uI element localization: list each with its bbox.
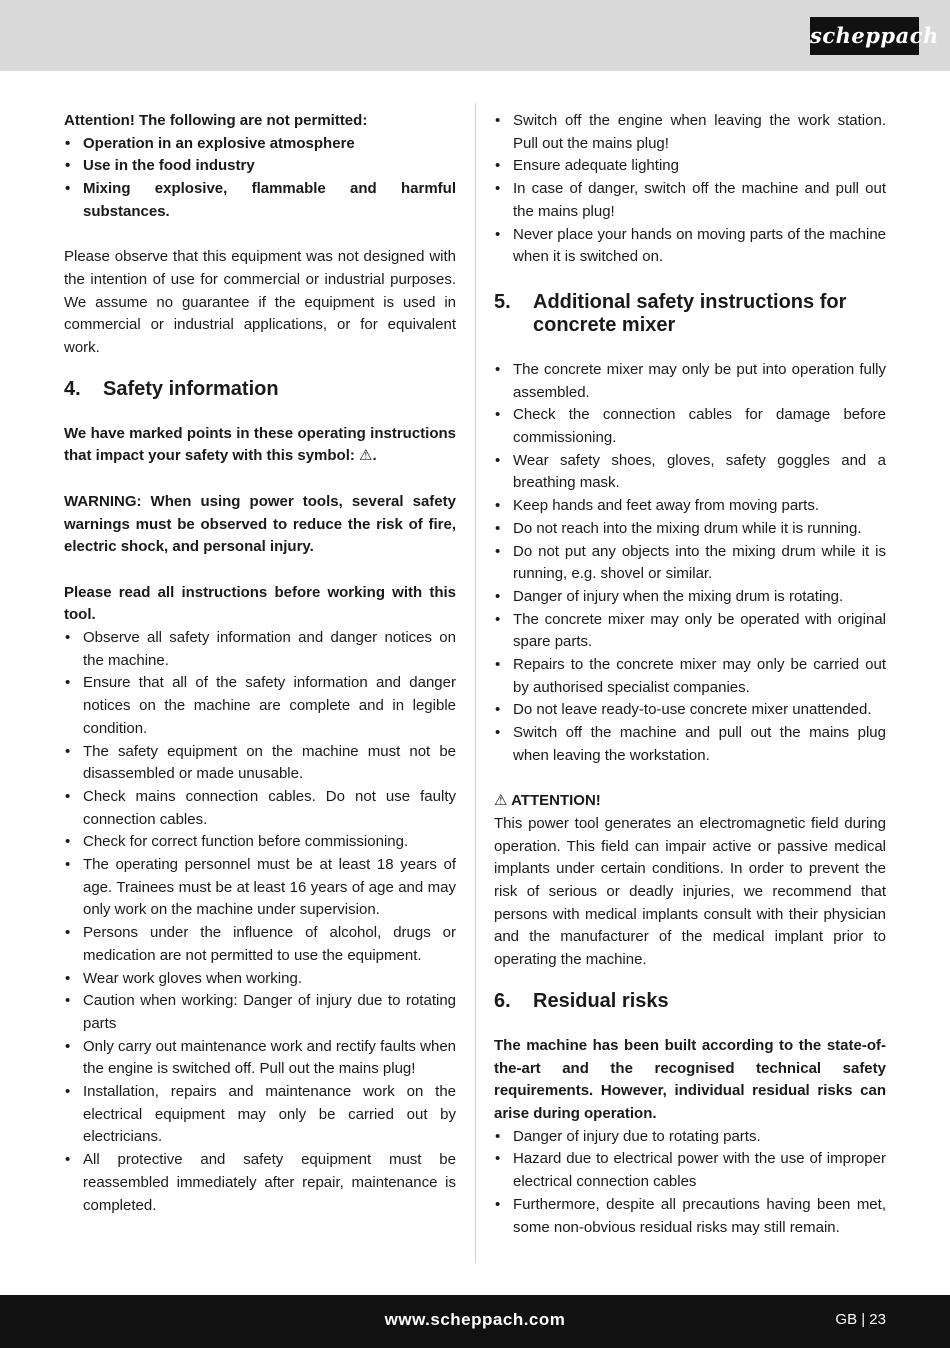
operation-list [494, 110, 886, 269]
emf-warning-text: This power tool generates an electromagnetic field during operation. This field can impair active or passive medical implants under certain conditions. In order to prevent the risk of serious or deadly injuries, we recommend that persons with medical implants consult with their physician and the manufacturer of the medical implant prior to operating the machine. [494, 814, 886, 969]
list-item: • Danger of injury when the mixing drum is rotating. [494, 586, 886, 609]
brand-logo: scheppach [810, 17, 919, 55]
page-number: GB | 23 [835, 1311, 886, 1328]
list-item: • Wear work gloves when working. [64, 968, 456, 991]
section-title: Safety information [103, 377, 279, 400]
section-6-heading [494, 990, 886, 1013]
list-item: • Switch off the machine and pull out the mains plug when leaving the workstation. [494, 722, 886, 767]
list-item: • Mixing explosive, flammable and harmful substances. [64, 178, 456, 223]
list-item: • Observe all safety information and danger notices on the machine. [64, 627, 456, 672]
list-item: • The concrete mixer may only be operated with original spare parts. [494, 609, 886, 654]
list-item: • Ensure adequate lighting [494, 155, 886, 178]
section-title: Residual risks [533, 989, 669, 1012]
attention-heading [494, 790, 886, 813]
list-item: • Do not leave ready-to-use concrete mixer unattended. [494, 699, 886, 722]
list-item: • Check the connection cables for damage before commissioning. [494, 404, 886, 449]
list-item: • Do not reach into the mixing drum while it is running. [494, 518, 886, 541]
list-item: • Keep hands and feet away from moving parts. [494, 495, 886, 518]
list-item: • Ensure that all of the safety information and danger notices on the machine are complete and in legible condition. [64, 672, 456, 740]
column-divider [475, 103, 476, 1263]
list-item: • Use in the food industry [64, 155, 456, 178]
list-item: • Repairs to the concrete mixer may only be carried out by authorised specialist companies. [494, 654, 886, 699]
list-item: • Hazard due to electrical power with the use of improper electrical connection cables [494, 1148, 886, 1193]
read-instructions-note: Please read all instructions before working with this tool. [64, 583, 456, 624]
list-item: • Persons under the influence of alcohol, drugs or medication are not permitted to use the equipment. [64, 922, 456, 967]
list-item: • Furthermore, despite all precautions having been met, some non-obvious residual risks may still remain. [494, 1194, 886, 1239]
list-item: • Switch off the engine when leaving the work station. Pull out the mains plug! [494, 110, 886, 155]
section-number: 4. [64, 377, 81, 400]
left-column [64, 110, 456, 1217]
residual-intro: The machine has been built according to the state-of-the-art and the recognised technical safety requirements. However, individual residual risks can arise during operation. [494, 1036, 886, 1122]
list-item: • Installation, repairs and maintenance work on the electrical equipment may only be carried out by electricians. [64, 1081, 456, 1149]
list-item: • All protective and safety equipment must be reassembled immediately after repair, maintenance is completed. [64, 1149, 456, 1217]
section-5-heading [494, 291, 886, 337]
residual-risks-list [494, 1126, 886, 1240]
website-link[interactable]: www.scheppach.com [384, 1310, 566, 1329]
mixer-safety-list [494, 359, 886, 768]
section-4-heading [64, 378, 456, 401]
list-item: • Caution when working: Danger of injury due to rotating parts [64, 990, 456, 1035]
page-header [0, 0, 950, 71]
list-item: • The operating personnel must be at least 18 years of age. Trainees must be at least 16 years of age and may only work on the machine under supervision. [64, 854, 456, 922]
list-item: • Do not put any objects into the mixing drum while it is running, e.g. shovel or similar. [494, 541, 886, 586]
section-number: 6. [494, 989, 511, 1012]
list-item: • Only carry out maintenance work and rectify faults when the engine is switched off. Pull out the mains plug! [64, 1036, 456, 1081]
attention-title: Attention! The following are not permitted: [64, 112, 368, 129]
list-item: • Wear safety shoes, gloves, safety goggles and a breathing mask. [494, 450, 886, 495]
right-column [494, 110, 886, 1239]
list-item: • Danger of injury due to rotating parts. [494, 1126, 886, 1149]
warning-triangle-icon: ⚠ [494, 792, 508, 810]
attention-title: ATTENTION! [511, 792, 601, 810]
list-item: • Never place your hands on moving parts of the machine when it is switched on. [494, 224, 886, 269]
safety-list [64, 627, 456, 1217]
list-item: • The safety equipment on the machine must not be disassembled or made unusable. [64, 741, 456, 786]
list-item: • The concrete mixer may only be put into operation fully assembled. [494, 359, 886, 404]
page-footer [0, 1295, 950, 1348]
section-title: Additional safety instructions for concrete mixer [533, 290, 847, 336]
list-item: • Operation in an explosive atmosphere [64, 133, 456, 156]
list-item: • Check for correct function before commissioning. [64, 831, 456, 854]
warning-note: WARNING: When using power tools, several safety warnings must be observed to reduce the risk of fire, electric shock, and personal injury. [64, 492, 456, 556]
symbol-note: We have marked points in these operating instructions that impact your safety with this symbol: ⚠. [64, 424, 456, 465]
list-item: • Check mains connection cables. Do not use faulty connection cables. [64, 786, 456, 831]
list-item: • In case of danger, switch off the machine and pull out the mains plug! [494, 178, 886, 223]
commercial-note: Please observe that this equipment was not designed with the intention of use for commercial or industrial purposes. We assume no guarantee if the equipment is used in commercial or industrial applications, or for equivalent work. [64, 248, 456, 357]
section-number: 5. [494, 290, 511, 313]
not-permitted-list [64, 133, 456, 224]
